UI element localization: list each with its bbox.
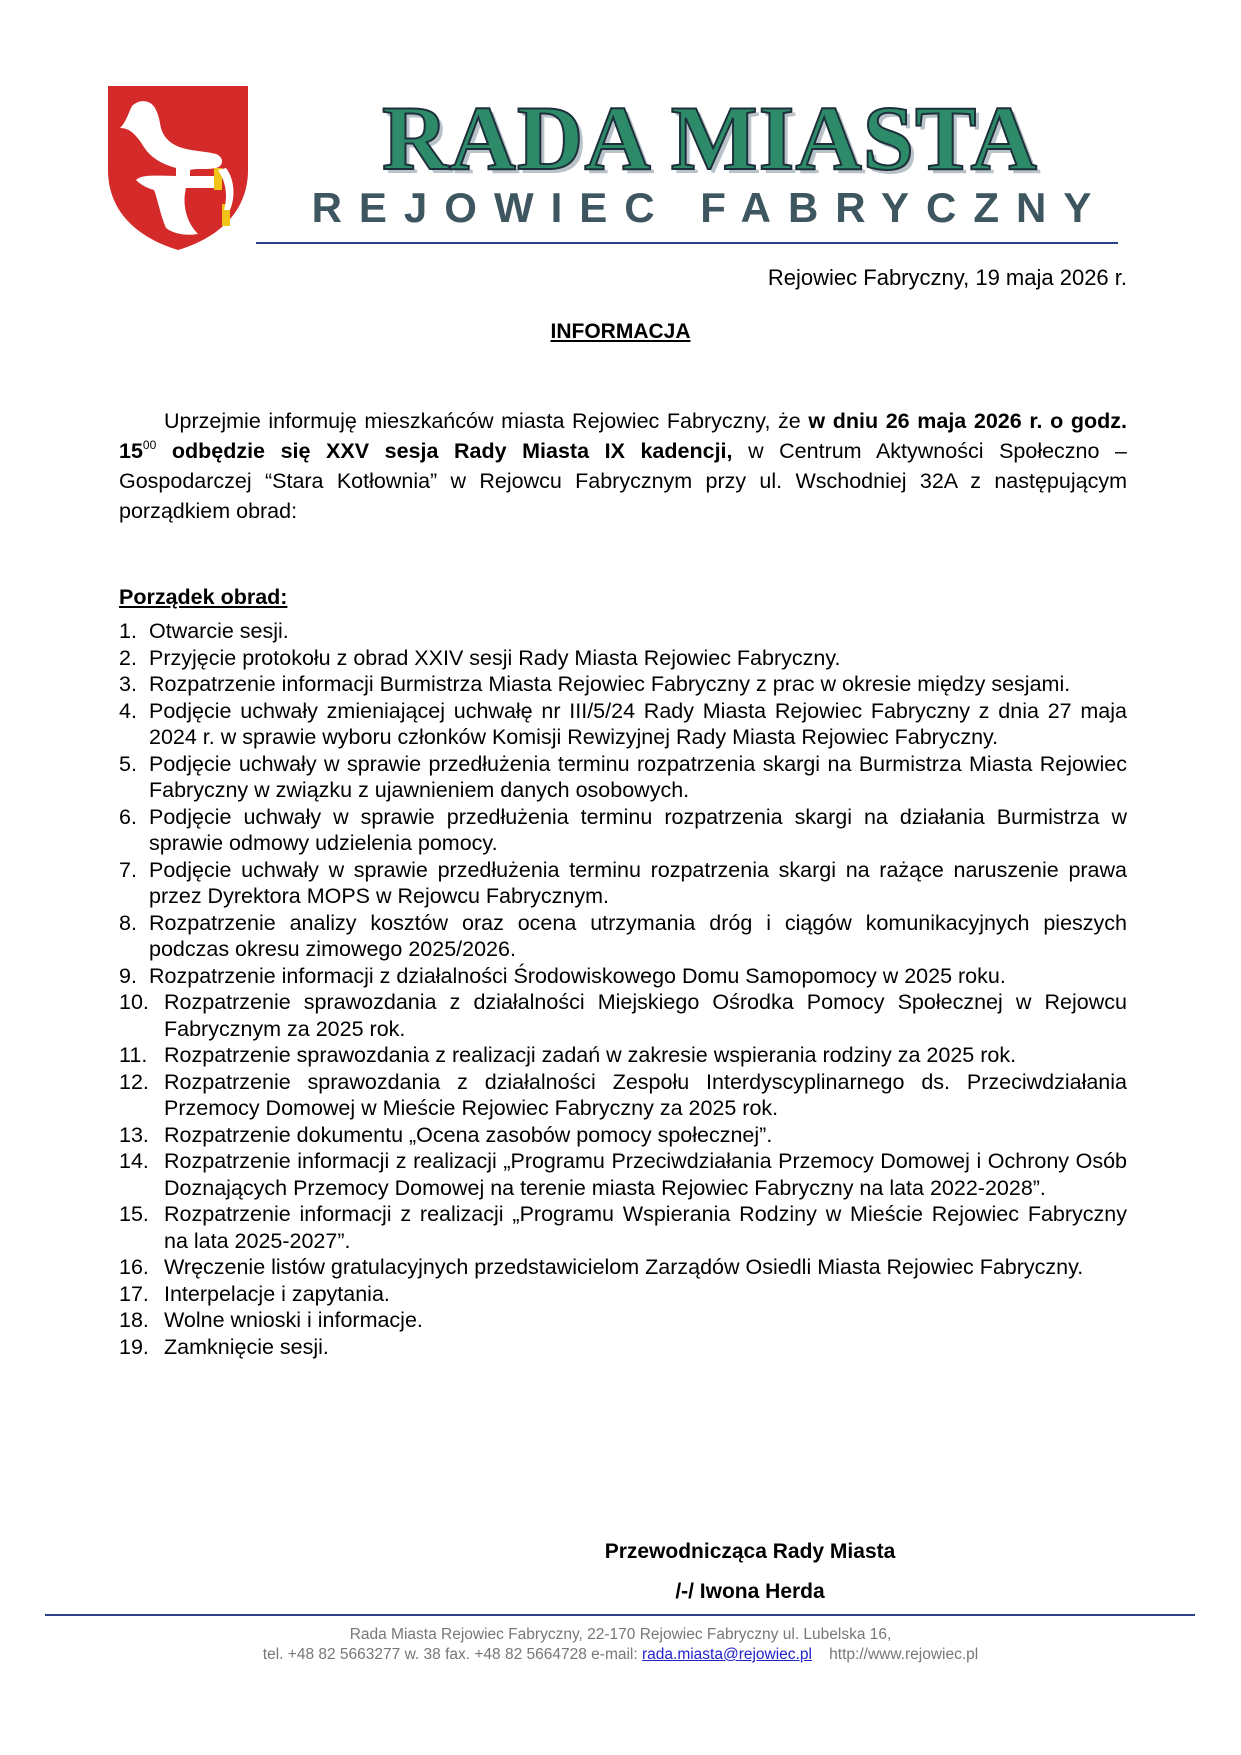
- intro-paragraph: [119, 406, 1127, 526]
- agenda-item-number: 9.: [119, 963, 137, 988]
- agenda-item-text: Rozpatrzenie informacji z realizacji „Programu Przeciwdziałania Przemocy Domowej i Ochrony Osób Doznających Przemocy Domowej na terenie miasta Rejowiec Fabryczny na lata 2022-2028”.: [164, 1149, 1127, 1200]
- agenda-item-text: Podjęcie uchwały w sprawie przedłużenia terminu rozpatrzenia skargi na rażące naruszenie prawa przez Dyrektora MOPS w Rejowcu Fabrycznym.: [149, 857, 1127, 908]
- agenda-item-number: 14.: [119, 1149, 149, 1173]
- agenda-item-number: 5.: [119, 751, 137, 776]
- agenda-item-text: Rozpatrzenie informacji Burmistrza Miasta Rejowiec Fabryczny z prac w okresie między sesjami.: [149, 672, 1071, 696]
- agenda-title: Porządek obrad:: [119, 585, 288, 609]
- intro-text-2: w Centrum Aktywności Społeczno – Gospodarczej “Stara Kotłownia” w Rejowcu Fabrycznym przy ul. Wschodniej 32A z następującym porządkiem obrad:: [119, 439, 1127, 523]
- agenda-item: [119, 910, 1127, 963]
- agenda-item-text: Wręczenie listów gratulacyjnych przedstawicielom Zarządów Osiedli Miasta Rejowiec Fabryczny.: [164, 1255, 1084, 1279]
- agenda-item: [119, 1254, 1127, 1281]
- agenda-item-text: Rozpatrzenie informacji z realizacji „Programu Wspierania Rodziny w Mieście Rejowiec Fabryczny na lata 2025-2027”.: [164, 1202, 1127, 1253]
- footer-phone-fax: tel. +48 82 5663277 w. 38 fax. +48 82 5664728 e-mail:: [262, 1646, 642, 1663]
- agenda-item-number: 6.: [119, 804, 137, 829]
- agenda-item-number: 7.: [119, 857, 137, 882]
- agenda-item: [119, 698, 1127, 751]
- agenda-item: [119, 963, 1127, 990]
- intro-session-name: odbędzie się XXV sesja Rady Miasta IX kadencji,: [156, 439, 733, 463]
- agenda-item: [119, 804, 1127, 857]
- document-date: Rejowiec Fabryczny, 19 maja 2026 r.: [767, 265, 1127, 290]
- agenda-item-text: Rozpatrzenie analizy kosztów oraz ocena utrzymania dróg i ciągów komunikacyjnych pieszych podczas okresu zimowego 2025/2026.: [149, 910, 1127, 961]
- agenda-item: [119, 1042, 1127, 1069]
- agenda-item-text: Rozpatrzenie sprawozdania z działalności Miejskiego Ośrodka Pomocy Społecznej w Rejowcu Fabrycznym za 2025 rok.: [164, 990, 1127, 1041]
- agenda-item-text: Interpelacje i zapytania.: [164, 1281, 390, 1306]
- agenda-item-number: 10.: [119, 990, 149, 1014]
- agenda-item: [119, 671, 1127, 698]
- agenda-item: [119, 1122, 1127, 1149]
- agenda-item: [119, 1201, 1127, 1254]
- agenda-item-number: 2.: [119, 645, 137, 670]
- agenda-item-number: 1.: [119, 619, 137, 643]
- header-title: RADA MIASTA: [382, 87, 1038, 189]
- agenda-item: [119, 645, 1127, 672]
- agenda-item-text: Zamknięcie sesji.: [164, 1334, 329, 1359]
- agenda-item-text: Otwarcie sesji.: [149, 619, 289, 643]
- agenda-item: [119, 751, 1127, 804]
- signature-name: /-/ Iwona Herda: [675, 1580, 825, 1603]
- agenda-item: [119, 1148, 1127, 1201]
- agenda-item-number: 19.: [119, 1334, 149, 1359]
- agenda-item-text: Rozpatrzenie informacji z działalności Środowiskowego Domu Samopomocy w 2025 roku.: [149, 963, 1006, 988]
- header-subtitle: REJOWIEC FABRYCZNY: [311, 184, 1109, 231]
- agenda-item-number: 17.: [119, 1281, 149, 1306]
- header-divider: [256, 242, 1118, 244]
- agenda-item: [119, 1281, 1127, 1308]
- agenda-item-text: Rozpatrzenie sprawozdania z działalności Zespołu Interdyscyplinarnego ds. Przeciwdziałania Przemocy Domowej w Mieście Rejowiec Fabryczny za 2025 rok.: [164, 1069, 1127, 1120]
- agenda-item-number: 11.: [119, 1043, 148, 1067]
- agenda-item-number: 12.: [119, 1069, 149, 1094]
- agenda-item-text: Wolne wnioski i informacje.: [164, 1308, 423, 1332]
- agenda-item-text: Rozpatrzenie sprawozdania z realizacji zadań w zakresie wspierania rodziny za 2025 rok.: [164, 1043, 1017, 1067]
- signature-role: Przewodnicząca Rady Miasta: [604, 1540, 896, 1563]
- intro-time-superscript: 00: [142, 438, 157, 452]
- agenda-item: [119, 857, 1127, 910]
- agenda-item-number: 18.: [119, 1308, 149, 1332]
- city-crest-icon: [106, 84, 250, 252]
- agenda-item-number: 8.: [119, 910, 137, 935]
- agenda-item-text: Podjęcie uchwały w sprawie przedłużenia terminu rozpatrzenia skargi na działania Burmistrza w sprawie odmowy udzielenia pomocy.: [149, 804, 1127, 855]
- agenda-item-text: Przyjęcie protokołu z obrad XXIV sesji Rady Miasta Rejowiec Fabryczny.: [149, 645, 841, 670]
- agenda-item-number: 3.: [119, 672, 137, 696]
- agenda-item: [119, 1069, 1127, 1122]
- footer-email-link[interactable]: rada.miasta@rejowiec.pl: [641, 1646, 812, 1663]
- footer-contact: [0, 1645, 1241, 1664]
- footer-address: Rada Miasta Rejowiec Fabryczny, 22-170 Rejowiec Fabryczny ul. Lubelska 16,: [349, 1626, 892, 1643]
- agenda-item-text: Podjęcie uchwały zmieniającej uchwałę nr III/5/24 Rady Miasta Rejowiec Fabryczny z dnia 27 maja 2024 r. w sprawie wyboru członków Komisji Rewizyjnej Rady Miasta Rejowiec Fabryczny.: [149, 698, 1127, 749]
- footer-divider: [45, 1614, 1195, 1616]
- agenda-item-number: 13.: [119, 1122, 149, 1147]
- agenda-item: [119, 618, 1127, 645]
- agenda-item-text: Rozpatrzenie dokumentu „Ocena zasobów pomocy społecznej”.: [164, 1122, 773, 1147]
- agenda-item-text: Podjęcie uchwały w sprawie przedłużenia terminu rozpatrzenia skargi na Burmistrza Miasta Rejowiec Fabryczny w związku z ujawnieniem danych osobowych.: [149, 751, 1127, 802]
- agenda-item-number: 15.: [119, 1202, 149, 1226]
- footer-website[interactable]: http://www.rejowiec.pl: [829, 1646, 979, 1663]
- agenda-item: [119, 1334, 1127, 1361]
- intro-text-1: Uprzejmie informuję mieszkańców miasta Rejowiec Fabryczny, że: [164, 409, 809, 433]
- agenda-item-number: 16.: [119, 1255, 149, 1279]
- agenda-item: [119, 989, 1127, 1042]
- intro-session-date: w dniu 26 maja 2026 r. o godz. 15: [119, 409, 1127, 463]
- document-heading: INFORMACJA: [550, 320, 691, 343]
- agenda-list: [119, 618, 1127, 1360]
- agenda-item-number: 4.: [119, 698, 137, 723]
- agenda-item: [119, 1307, 1127, 1334]
